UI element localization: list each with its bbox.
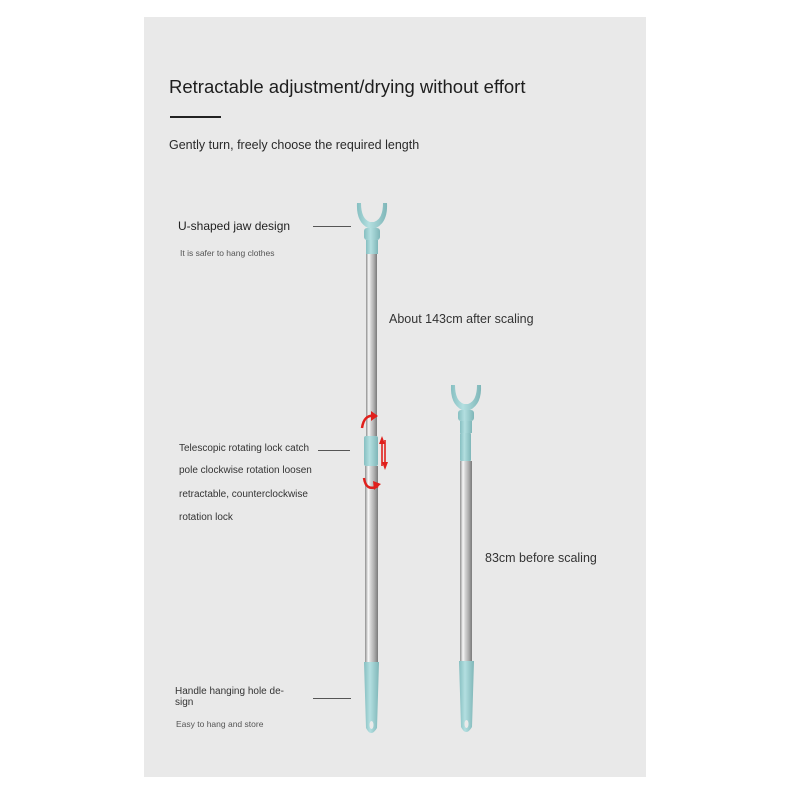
handle-callout-title-2: sign xyxy=(175,697,194,708)
lock-callout-line-3: retractable, counterclockwise xyxy=(179,489,308,500)
extended-pole xyxy=(357,203,387,733)
lock-callout-line-2: pole clockwise rotation loosen xyxy=(179,465,312,476)
double-vertical-arrow-icon xyxy=(379,436,388,470)
extended-pole-upper-tube xyxy=(366,254,377,436)
handle-callout-title-1: Handle hanging hole de- xyxy=(175,686,284,697)
retracted-length-label: 83cm before scaling xyxy=(485,551,597,565)
retracted-pole-collar xyxy=(460,433,471,461)
retracted-pole-tube xyxy=(460,461,472,661)
lock-callout-line-1: Telescopic rotating lock catch xyxy=(179,443,310,454)
page-title: Retractable adjustment/drying without effort xyxy=(169,76,526,97)
handle-callout-note: Easy to hang and store xyxy=(176,719,264,729)
extended-length-label: About 143cm after scaling xyxy=(389,312,534,326)
retracted-pole-u-jaw xyxy=(451,385,481,433)
extended-pole-lower-tube xyxy=(365,466,378,662)
jaw-callout-title: U-shaped jaw design xyxy=(178,219,291,233)
retracted-pole xyxy=(451,385,481,732)
lock-collar xyxy=(364,436,378,466)
extended-pole-handle xyxy=(364,662,379,733)
retracted-pole-handle xyxy=(459,661,474,732)
jaw-callout-note: It is safer to hang clothes xyxy=(180,248,275,258)
extended-pole-u-jaw xyxy=(357,203,387,254)
page-subtitle: Gently turn, freely choose the required length xyxy=(169,138,420,152)
lock-callout-line-4: rotation lock xyxy=(179,512,233,523)
